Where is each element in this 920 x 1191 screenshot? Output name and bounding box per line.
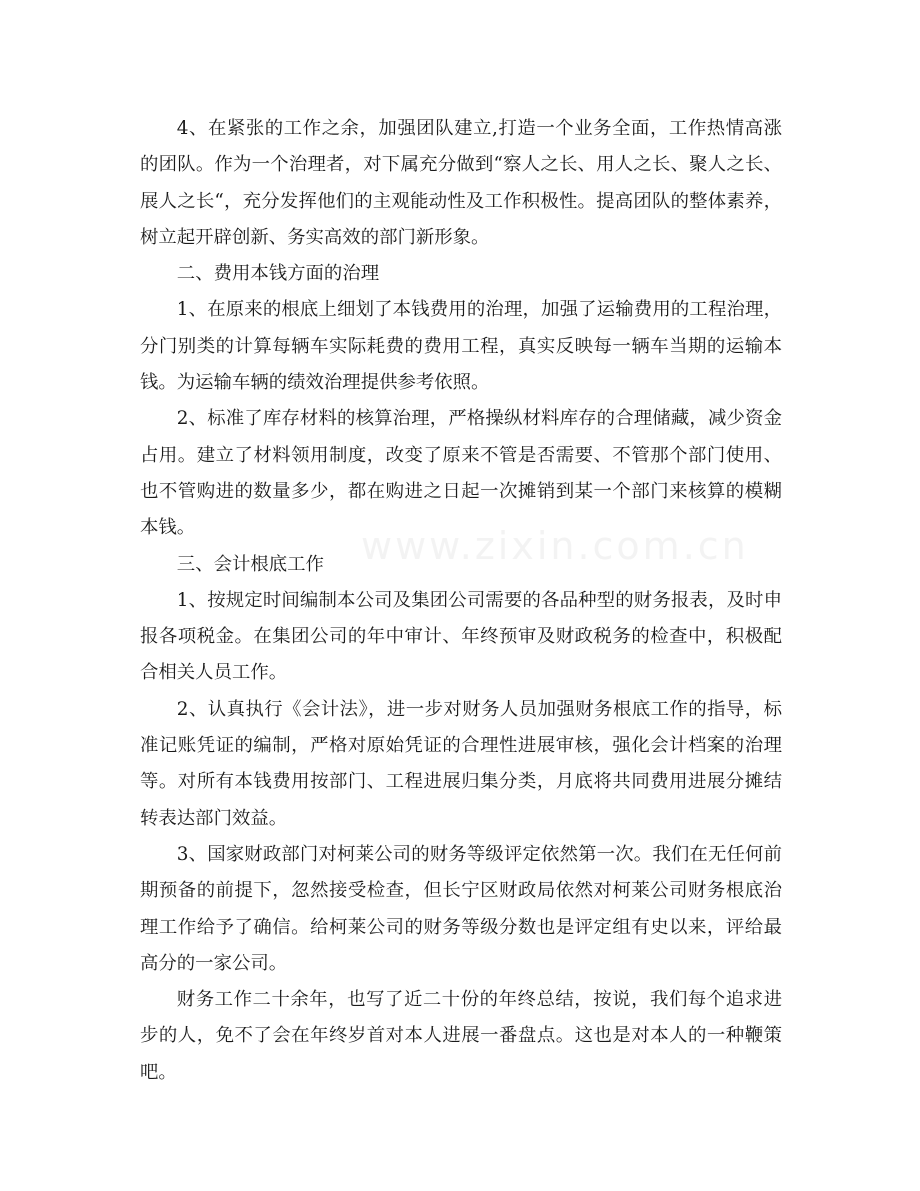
paragraph-inventory-accounting: 2、标准了库存材料的核算治理，严格操纵材料库存的合理储藏，减少资金占用。建立了材料领用制度，改变了原来不管是否需要、不管那个部门使用、也不管购进的数量多少，都在购进之日起一次摊销到某一个部门来核算的模糊本钱。 <box>140 408 782 539</box>
paragraph-accounting-law: 2、认真执行《会计法》，进一步对财务人员加强财务根底工作的指导，标准记账凭证的编制，严格对原始凭证的合理性进展审核，强化会计档案的治理等。对所有本钱费用按部门、工程进展归集分类，月底将共同费用进展分摊结转表达部门效益。 <box>140 698 782 829</box>
section-heading-cost-management: 二、费用本钱方面的治理 <box>176 263 380 285</box>
paragraph-transport-cost: 1、在原来的根底上细划了本钱费用的治理，加强了运输费用的工程治理，分门别类的计算每辆车实际耗费的费用工程，真实反映每一辆车当期的运输本钱。为运输车辆的绩效治理提供参考依照。 <box>140 299 782 394</box>
document-body <box>140 111 782 1091</box>
paragraph-financial-reports: 1、按规定时间编制本公司及集团公司需要的各品种型的财务报表，及时申报各项税金。在集团公司的年中审计、年终预审及财政税务的检查中，积极配合相关人员工作。 <box>140 589 782 684</box>
paragraph-closing-summary: 财务工作二十余年，也写了近二十份的年终总结，按说，我们每个追求进步的人，免不了会在年终岁首对本人进展一番盘点。这也是对本人的一种鞭策吧。 <box>140 989 782 1083</box>
paragraph-team-building: 4、在紧张的工作之余，加强团队建立,打造一个业务全面，工作热情高涨的团队。作为一个治理者，对下属充分做到“察人之长、用人之长、聚人之长、展人之长“，充分发挥他们的主观能动性及工作积极性。提高团队的整体素养，树立起开辟创新、务实高效的部门新形象。 <box>140 118 782 248</box>
watermark-text: www.zixin.com.cn <box>361 524 749 568</box>
paragraph-financial-rating: 3、国家财政部门对柯莱公司的财务等级评定依然第一次。我们在无任何前期预备的前提下，忽然接受检查，但长宁区财政局依然对柯莱公司财务根底治理工作给予了确信。给柯莱公司的财务等级分数也是评定组有史以来，评给最高分的一家公司。 <box>140 843 782 974</box>
section-heading-accounting-basics: 三、会计根底工作 <box>176 553 324 575</box>
